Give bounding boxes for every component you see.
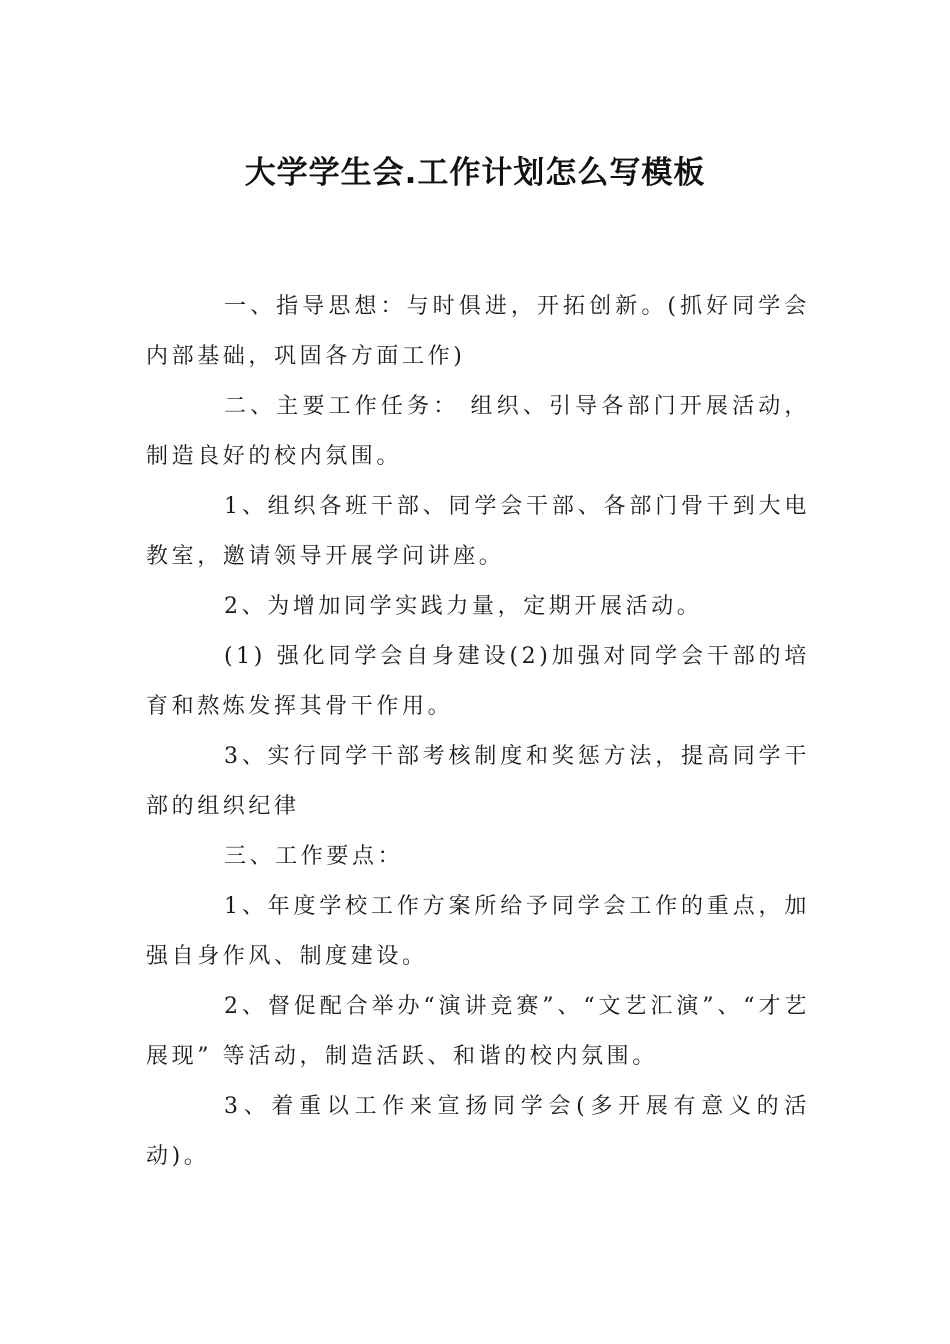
- paragraph-task-3: 3、实行同学干部考核制度和奖惩方法，提高同学干部的组织纪律: [146, 744, 810, 819]
- paragraph-point-3: 3、着重以工作来宣扬同学会(多开展有意义的活动)。: [146, 1094, 810, 1169]
- paragraph-task-1: 1、组织各班干部、同学会干部、各部门骨干到大电教室，邀请领导开展学问讲座。: [146, 494, 810, 569]
- paragraph-main-tasks: 二、主要工作任务： 组织、引导各部门开展活动，制造良好的校内氛围。: [146, 394, 810, 469]
- document-title: 大学学生会.工作计划怎么写模板: [244, 154, 706, 191]
- paragraph-guiding-idea: 一、指导思想：与时俱进，开拓创新。(抓好同学会内部基础，巩固各方面工作): [146, 294, 810, 369]
- paragraph-task-2: 2、为增加同学实践力量，定期开展活动。: [224, 594, 703, 619]
- paragraph-work-points: 三、工作要点：: [224, 844, 404, 869]
- paragraph-point-2: 2、督促配合举办“演讲竞赛”、“文艺汇演”、“才艺展现” 等活动，制造活跃、和谐的校内氛围。: [146, 994, 810, 1069]
- paragraph-task-2-detail: (1) 强化同学会自身建设(2)加强对同学会干部的培育和熬炼发挥其骨干作用。: [146, 644, 810, 719]
- paragraph-point-1: 1、年度学校工作方案所给予同学会工作的重点，加强自身作风、制度建设。: [146, 894, 810, 969]
- document-body: [146, 282, 810, 1182]
